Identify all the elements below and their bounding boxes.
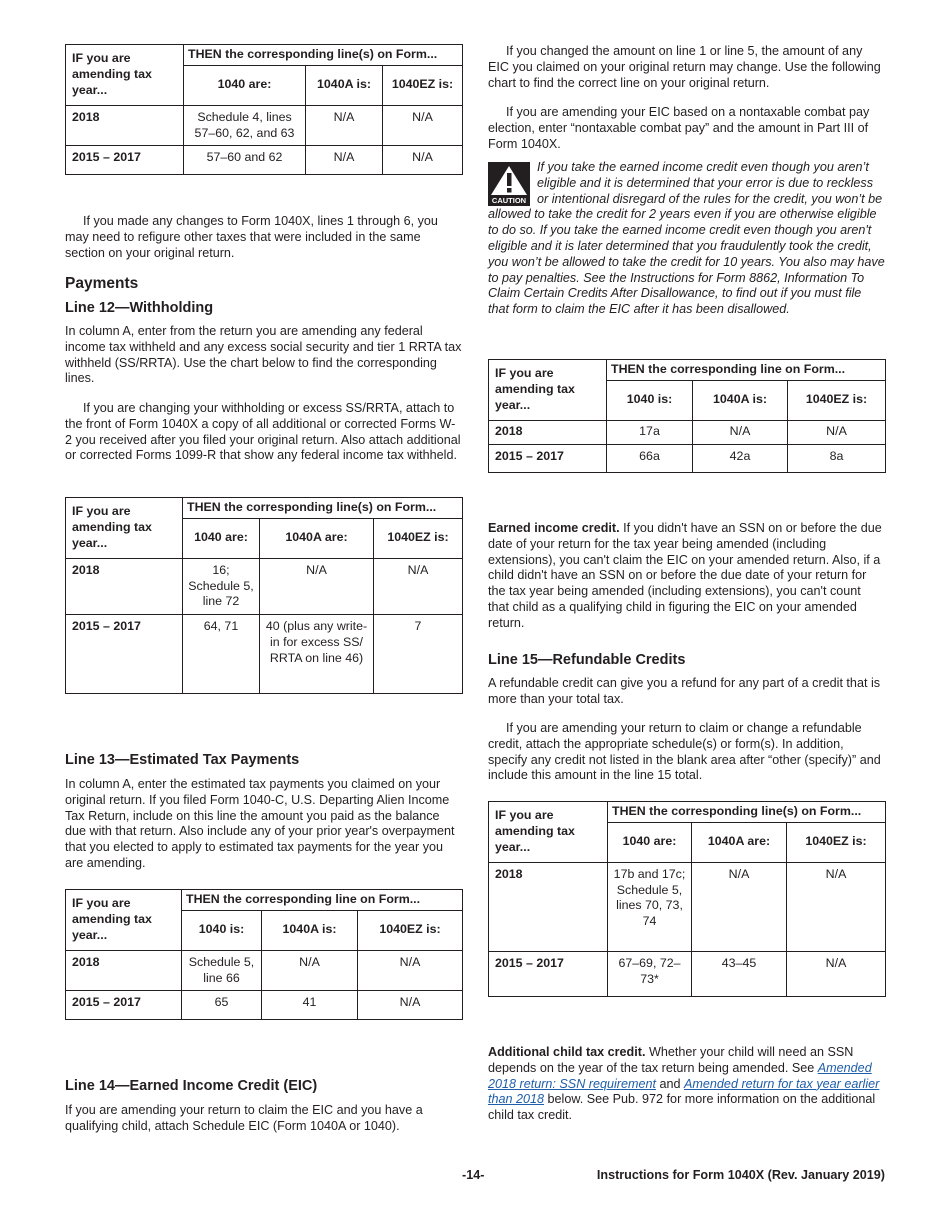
eic-text: If you didn't have an SSN on or before the due date of your return for the tax year being amended (including extensions), you can't claim the EIC on your amended return. Also, if a child didn't have an SSN on or before the due date of your return for the tax year being amended (including extensions), you can't count that child as a qualifying child in figuring the EIC on your amended return. <box>488 521 882 630</box>
actc-text-3: below. See Pub. 972 for more information on the additional child tax credit. <box>488 1092 876 1123</box>
column-header: 1040A are: <box>692 822 787 862</box>
table-cell: N/A <box>383 146 463 175</box>
column-header: 1040 are: <box>608 822 692 862</box>
if-header: IF you are amending tax year... <box>489 802 608 863</box>
line15-paragraph-2: If you are amending your return to claim or change a refundable credit, attach the appropriate schedule(s) or form(s). In addition, specify any credit not listed in the blank area after “other (specify)” and include this amount in the line 15 total. <box>488 721 881 783</box>
eic-lead: Earned income credit. <box>488 521 620 535</box>
page-number: -14- <box>462 1168 485 1182</box>
table-cell: 43–45 <box>692 951 787 996</box>
year-cell: 2015 – 2017 <box>66 615 183 694</box>
actc-lead: Additional child tax credit. <box>488 1045 646 1059</box>
year-cell: 2015 – 2017 <box>489 951 608 996</box>
column-header: 1040EZ is: <box>374 518 463 558</box>
column-header: 1040 are: <box>184 65 306 105</box>
column-header: 1040 are: <box>183 518 260 558</box>
line12-paragraph-1: In column A, enter from the return you are amending any federal income tax withheld and any excess social security and tier 1 RRTA tax withheld (SS/RRTA). Use the chart below to find the corresponding lines. <box>65 324 462 386</box>
table-cell: N/A <box>374 558 463 614</box>
year-cell: 2018 <box>66 105 184 146</box>
year-cell: 2018 <box>489 862 608 951</box>
table-cell: 64, 71 <box>183 615 260 694</box>
table-cell: N/A <box>788 420 886 444</box>
table-cell: N/A <box>306 105 383 146</box>
table-cell: 40 (plus any write-in for excess SS/ RRTA on line 46) <box>260 615 374 694</box>
payments-heading: Payments <box>65 275 139 292</box>
paragraph-changes: If you made any changes to Form 1040X, lines 1 through 6, you may need to refigure other taxes that were included in the same section on your original return. <box>65 214 438 260</box>
table-cell: N/A <box>693 420 788 444</box>
table-cell: 67–69, 72–73* <box>608 951 692 996</box>
line12-paragraph-2: If you are changing your withholding or excess SS/RRTA, attach to the front of Form 1040X a copy of all additional or corrected Forms W-2 you received after you filed your original return. Also attach additional or corrected Forms 1099-R that show any federal income tax withheld. <box>65 401 461 463</box>
line14-heading: Line 14—Earned Income Credit (EIC) <box>65 1078 318 1094</box>
table-cell: N/A <box>383 105 463 146</box>
column-header: 1040A is: <box>693 380 788 420</box>
additional-child-tax-credit-paragraph <box>488 1045 885 1124</box>
column-header: 1040 is: <box>607 380 693 420</box>
table-cell: 17b and 17c; Schedule 5, lines 70, 73, 74 <box>608 862 692 951</box>
table-cell: N/A <box>306 146 383 175</box>
line15-heading: Line 15—Refundable Credits <box>488 652 686 668</box>
then-header: THEN the corresponding line(s) on Form... <box>184 45 463 66</box>
table-cell: 41 <box>262 991 358 1020</box>
table-cell: Schedule 4, lines 57–60, 62, and 63 <box>184 105 306 146</box>
column-header: 1040A are: <box>260 518 374 558</box>
column-header: 1040A is: <box>262 910 358 950</box>
year-cell: 2018 <box>489 420 607 444</box>
table-cell: N/A <box>787 862 886 951</box>
caution-label: CAUTION <box>491 196 527 205</box>
line13-heading: Line 13—Estimated Tax Payments <box>65 752 300 768</box>
column-header: 1040EZ is: <box>383 65 463 105</box>
table-cell: 57–60 and 62 <box>184 146 306 175</box>
table-cell: 65 <box>182 991 262 1020</box>
column-header: 1040EZ is: <box>788 380 886 420</box>
actc-text-1: Whether your child will need an SSN depends on the year of the tax return being amended. See <box>488 1045 854 1075</box>
table-cell: 42a <box>693 444 788 472</box>
table-cell: N/A <box>260 558 374 614</box>
table-cell: N/A <box>262 950 358 991</box>
then-header: THEN the corresponding line on Form... <box>182 890 463 911</box>
column-header: 1040 is: <box>182 910 262 950</box>
table-cell: N/A <box>358 950 463 991</box>
if-header: IF you are amending tax year... <box>66 498 183 559</box>
column-header: 1040EZ is: <box>787 822 886 862</box>
table-cell: N/A <box>692 862 787 951</box>
table-cell: N/A <box>787 951 886 996</box>
caution-text: If you take the earned income credit even though you aren’t eligible and it is determined that your error is due to reckless or intentional disregard of the rules for the credit, you won’t be allowed to take the credit for 2 years even if you are otherwise eligible to do so. If you take the earned income credit even though you aren't eligible and it is later determined that you fraudulently took the credit, you won’t be allowed to take the credit for 10 years. You also may have to pay penalties. See the Instructions for Form 8862, Information To Claim Certain Credits After Disallowance, to find out if you must file that form to claim the EIC after it has been disallowed. <box>488 160 885 317</box>
line14-paragraph-1: If you are amending your return to claim the EIC and you have a qualifying child, attach Schedule EIC (Form 1040A or 1040). <box>65 1103 423 1133</box>
line12-heading: Line 12—Withholding <box>65 300 214 316</box>
table-cell: 7 <box>374 615 463 694</box>
table-cell: 66a <box>607 444 693 472</box>
then-header: THEN the corresponding line(s) on Form... <box>608 802 886 823</box>
year-cell: 2015 – 2017 <box>489 444 607 472</box>
table-cell: 16; Schedule 5, line 72 <box>183 558 260 614</box>
earlier-year-link[interactable]: Amended return for tax year earlier than 2018 <box>488 1076 880 1107</box>
if-header: IF you are amending tax year... <box>66 890 182 951</box>
eic-table <box>488 359 886 473</box>
line-references-table-1 <box>65 44 463 175</box>
table-cell: 8a <box>788 444 886 472</box>
column-header: 1040A is: <box>306 65 383 105</box>
column-header: 1040EZ is: <box>358 910 463 950</box>
actc-text-2: and <box>659 1076 681 1091</box>
if-header: IF you are amending tax year... <box>489 360 607 421</box>
line13-paragraph: In column A, enter the estimated tax payments you claimed on your original return. If you filed Form 1040-C, U.S. Departing Alien Income Tax Return, include on this line the amount you paid as the balance due with that return. Also include any of your prior year's overpayment that you elected to apply to estimated tax payments for the year you are amending. <box>65 777 455 870</box>
year-cell: 2015 – 2017 <box>66 991 182 1020</box>
withholding-table <box>65 497 463 694</box>
line14-paragraph-3: If you are amending your EIC based on a nontaxable combat pay election, enter “nontaxable combat pay” and the amount in Part III of Form 1040X. <box>488 105 870 151</box>
then-header: THEN the corresponding line on Form... <box>607 360 886 381</box>
ssn-requirement-link[interactable]: Amended 2018 return: SSN requirement <box>488 1060 872 1091</box>
refundable-credits-table <box>488 801 886 997</box>
year-cell: 2018 <box>66 558 183 614</box>
line14-paragraph-2: If you changed the amount on line 1 or line 5, the amount of any EIC you claimed on your original return may change. Use the following chart to find the correct line on your original return. <box>488 44 881 90</box>
estimated-tax-table <box>65 889 463 1020</box>
then-header: THEN the corresponding line(s) on Form... <box>183 498 463 519</box>
caution-block <box>488 160 885 318</box>
table-cell: 17a <box>607 420 693 444</box>
line15-paragraph-1: A refundable credit can give you a refund for any part of a credit that is more than your total tax. <box>488 676 881 706</box>
table-cell: N/A <box>358 991 463 1020</box>
table-cell: Schedule 5, line 66 <box>182 950 262 991</box>
year-cell: 2018 <box>66 950 182 991</box>
document-title: Instructions for Form 1040X (Rev. January 2019) <box>596 1168 885 1182</box>
eic-paragraph <box>488 521 885 632</box>
year-cell: 2015 – 2017 <box>66 146 184 175</box>
if-header: IF you are amending tax year... <box>66 45 184 106</box>
